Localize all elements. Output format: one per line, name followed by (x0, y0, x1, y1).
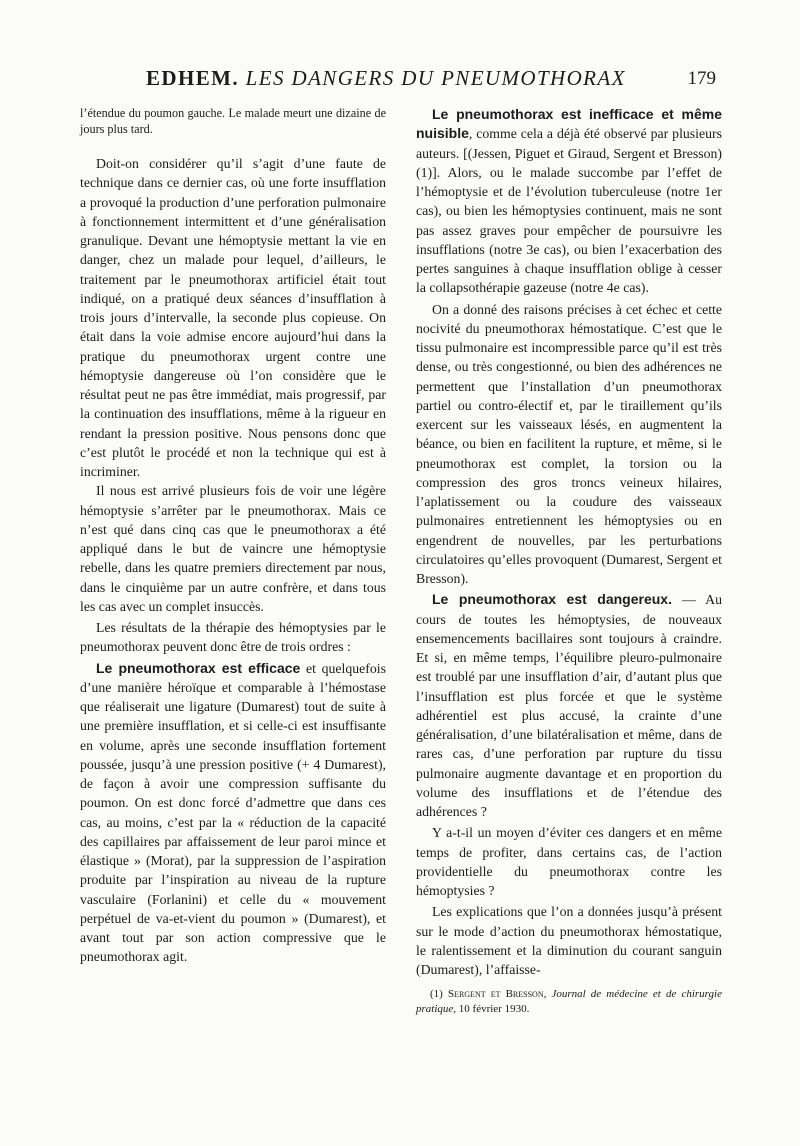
right-column (416, 105, 722, 1017)
left-column (80, 105, 386, 967)
footnote-journal: Journal de médecine et de chirurgie pratique, (416, 988, 722, 1016)
paragraph (416, 590, 722, 821)
paragraph (80, 659, 386, 967)
paragraph: Les résultats de la thérapie des hémoptysies par le pneumothorax peuvent donc être de trois ordres : (80, 620, 386, 655)
section-heading: Le pneumothorax est efficace (96, 659, 301, 676)
paragraph: l’étendue du poumon gauche. Le malade meurt une dizaine de jours plus tard. (80, 106, 386, 136)
paragraph-text: , comme cela a déjà été observé par plusieurs auteurs. [(Jessen, Piguet et Giraud, Sergent et Bresson) (1)]. Alors, ou le malade succombe par l’effet de l’hémoptysie et de l’évolution tuberculeuse (notre 1er cas), ou bien les hémoptysies continuent, mais ne sont pas assez graves pour empêcher de poursuivre les insufflations (notre 3e cas), ou bien l’exacerbation des pertes sanguines à chaque insufflation oblige à cesser la collapsothérapie gazeuse (notre 4e cas). (416, 126, 722, 296)
section-heading: Le pneumothorax est inefficace et même nuisible (416, 106, 722, 142)
paragraph (416, 105, 722, 298)
footnote-mark: (1) (430, 988, 443, 1001)
paragraph: Les explications que l’on a données jusqu’à présent sur le mode d’action du pneumothorax hémostatique, le ralentissement et la diminution du courant sanguin (Dumarest), l’affaisse- (416, 904, 722, 977)
footnote-authors: Sergent et Bresson, (447, 988, 547, 1001)
page-number: 179 (687, 68, 716, 89)
paragraph-text: et quelquefois d’une manière héroïque et comparable à l’hémostase que réaliserait une ligature (Dumarest) tout de suite à une première insufflation, et si celle-ci est insuffisante en volume, après une seconde insufflation fortement poussée, jusqu’à une pression positive (+ 4 Dumarest), de façon à avoir une compression suffisante du poumon. On est donc forcé d’admettre que dans ces cas, au moins, c’est par la « réduction de la capacité des capillaires par affaissement de leur paroi mince et élastique » (Morat), par la suppression de l’aspiration produite par l’inspiration au niveau de la rupture vasculaire (Forlanini) et celle du « mouvement perpétuel de va-et-vient du poumon » (Dumarest), et avant tout par son action compressive que le pneumothorax agit. (80, 660, 386, 965)
paragraph-text: — Au cours de toutes les hémoptysies, de nouveaux ensemencements bacillaires sont toujours à craindre. Et si, en même temps, l’équilibre pleuro-pulmonaire est troublé par une insufflation d’air, d’autant plus que l’insufflation est plus forcée et que le système adhérentiel est plus accusé, la crainte d’une généralisation, d’une bilatéralisation et même, dans de rares cas, d’une perforation par rupture du tissu pulmonaire augmente davantage et en proportion du volume des insufflations et de l’étendue des adhérences ? (416, 592, 722, 819)
footnote-date: 10 février 1930. (458, 1003, 530, 1016)
paragraph: Doit-on considérer qu’il s’agit d’une faute de technique dans ce dernier cas, où une forte insufflation a provoqué la production d’une perforation pulmonaire à fonctionnement intermittent et d’une généralisation granulique. Devant une hémoptysie mettant la vie en danger, chez un malade pour lequel, d’ailleurs, le traitement par le pneumothorax artificiel était tout indiqué, on a pratiqué deux séances d’insufflation à trois jours d’intervalle, la seconde plus copieuse. On était dans la voie admise encore aujourd’hui dans la pratique du pneumothorax urgent contre une hémoptysie dangereuse où l’on considère que le résultat peut ne pas être immédiat, mais progressif, par la continuation des insufflations, même à la rigueur en rendant la pression positive. Nous pensons donc que c’est plutôt le procédé et non la technique qui est à incriminer. (80, 156, 386, 479)
header-author: EDHEM. (146, 66, 239, 90)
running-title (146, 66, 626, 91)
paragraph: Y a-t-il un moyen d’éviter ces dangers et en même temps de profiter, dans certains cas, de l’action providentielle du pneumothorax contre les hémoptysies ? (416, 825, 722, 898)
running-header (80, 66, 720, 96)
footnote (416, 987, 722, 1017)
section-heading: Le pneumothorax est dangereux. (432, 591, 672, 608)
paragraph: On a donné des raisons précises à cet échec et cette nocivité du pneumothorax hémostatique. C’est que le tissu pulmonaire est incompressible parce qu’il est très dense, ou très congestionné, ou bien des adhérences ne permettent que l’installation d’un pneumothorax partiel ou contro-électif et, par le tiraillement qu’ils exercent sur les vaisseaux lésés, en augmentent la béance, ou bien en facilitent la rupture, et même, si le pneumothorax est complet, la torsion ou la compression des gros troncs veineux hilaires, l’aplatissement ou la coudure des vaisseaux pulmonaires entretiennent les hémoptysies ou en engendrent de nouvelles, par les perturbations circulatoires qu’elles provoquent (Dumarest, Sergent et Bresson). (416, 301, 722, 586)
paragraph: Il nous est arrivé plusieurs fois de voir une légère hémoptysie s’arrêter par le pneumothorax. Mais ce n’est qué dans cinq cas que le pneumothorax a été appliqué dans le but de vaincre une hémoptysie rebelle, dans les quatre premiers directement par nous, dans le cinquième par un autre confrère, et dans tous les cas avec un complet insuccès. (80, 483, 386, 614)
header-title: LES DANGERS DU PNEUMOTHORAX (245, 66, 626, 90)
